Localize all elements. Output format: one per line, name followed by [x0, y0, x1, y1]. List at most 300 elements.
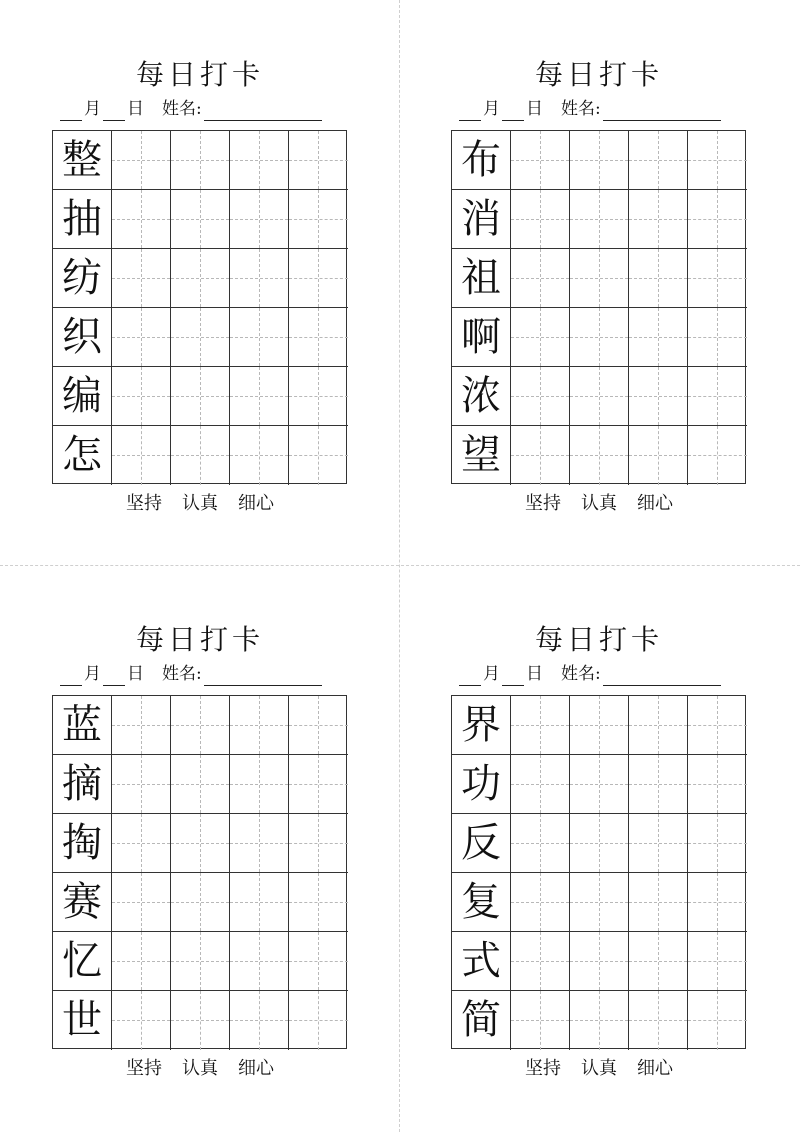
practice-cell[interactable]	[511, 932, 570, 991]
guide-line-horizontal	[112, 396, 170, 397]
guide-line-horizontal	[511, 784, 569, 785]
practice-cell[interactable]	[112, 991, 171, 1050]
model-character-cell	[452, 249, 511, 308]
guide-line-horizontal	[112, 1020, 170, 1021]
guide-line-horizontal	[289, 219, 348, 220]
guide-line-horizontal	[171, 396, 229, 397]
guide-line-horizontal	[629, 902, 687, 903]
guide-line-horizontal	[112, 843, 170, 844]
guide-line-horizontal	[171, 219, 229, 220]
guide-line-horizontal	[629, 337, 687, 338]
guide-line-horizontal	[570, 902, 628, 903]
grid-row	[452, 367, 745, 426]
model-character: 浓	[461, 373, 501, 419]
model-character-cell	[53, 426, 112, 485]
model-character: 界	[461, 702, 501, 748]
practice-cell[interactable]	[570, 426, 629, 485]
model-character-cell	[452, 367, 511, 426]
grid-row	[452, 873, 745, 932]
practice-cell[interactable]	[289, 755, 348, 814]
name-blank[interactable]	[204, 101, 322, 121]
practice-cell[interactable]	[230, 131, 289, 190]
guide-line-horizontal	[629, 784, 687, 785]
guide-line-horizontal	[511, 455, 569, 456]
practice-cell[interactable]	[112, 814, 171, 873]
guide-line-horizontal	[171, 902, 229, 903]
model-character-cell	[53, 190, 112, 249]
practice-cell[interactable]	[289, 249, 348, 308]
month-label: 月	[84, 99, 101, 119]
practice-cell[interactable]	[629, 367, 688, 426]
practice-cell[interactable]	[688, 249, 747, 308]
guide-line-horizontal	[688, 337, 747, 338]
practice-cell[interactable]	[289, 426, 348, 485]
guide-line-horizontal	[629, 1020, 687, 1021]
guide-line-horizontal	[112, 160, 170, 161]
model-character-cell	[452, 755, 511, 814]
month-blank[interactable]	[459, 666, 481, 686]
month-label: 月	[483, 99, 500, 119]
practice-cell[interactable]	[112, 367, 171, 426]
motto-word: 认真	[182, 1058, 218, 1079]
guide-line-horizontal	[511, 219, 569, 220]
grid-row	[53, 131, 346, 190]
model-character: 忆	[62, 938, 102, 984]
guide-line-horizontal	[112, 725, 170, 726]
grid-row	[452, 131, 745, 190]
model-character: 整	[62, 137, 102, 183]
date-name-line	[459, 662, 749, 686]
card-title: 每日打卡	[534, 623, 663, 656]
grid-row	[452, 249, 745, 308]
guide-line-horizontal	[629, 843, 687, 844]
model-character-cell	[452, 873, 511, 932]
motto-word: 坚持	[525, 493, 561, 514]
motto-word: 坚持	[525, 1058, 561, 1079]
practice-cell[interactable]	[629, 814, 688, 873]
model-character-cell	[452, 696, 511, 755]
practice-card	[451, 55, 747, 525]
model-character: 蓝	[62, 702, 102, 748]
motto-word: 认真	[182, 493, 218, 514]
practice-cell[interactable]	[511, 755, 570, 814]
model-character: 怎	[62, 432, 102, 478]
model-character: 望	[461, 432, 501, 478]
fold-line-horizontal	[0, 565, 800, 566]
guide-line-horizontal	[289, 160, 348, 161]
grid-row	[53, 190, 346, 249]
practice-cell[interactable]	[688, 131, 747, 190]
practice-cell[interactable]	[230, 367, 289, 426]
model-character-cell	[452, 932, 511, 991]
practice-cell[interactable]	[570, 190, 629, 249]
day-blank[interactable]	[103, 101, 125, 121]
grid-row	[452, 991, 745, 1050]
day-blank[interactable]	[103, 666, 125, 686]
practice-cell[interactable]	[112, 249, 171, 308]
practice-cell[interactable]	[629, 131, 688, 190]
practice-cell[interactable]	[688, 426, 747, 485]
guide-line-horizontal	[230, 843, 288, 844]
guide-line-horizontal	[688, 396, 747, 397]
guide-line-horizontal	[171, 784, 229, 785]
practice-cell[interactable]	[511, 814, 570, 873]
motto-line	[52, 491, 348, 517]
writing-grid	[52, 695, 347, 1049]
month-blank[interactable]	[60, 666, 82, 686]
practice-cell[interactable]	[230, 814, 289, 873]
guide-line-horizontal	[688, 961, 747, 962]
model-character: 消	[461, 196, 501, 242]
motto-line	[451, 491, 747, 517]
model-character: 世	[62, 997, 102, 1043]
model-character-cell	[53, 131, 112, 190]
model-character-cell	[452, 131, 511, 190]
practice-cell[interactable]	[511, 308, 570, 367]
model-character-cell	[53, 991, 112, 1050]
guide-line-horizontal	[289, 396, 348, 397]
name-label: 姓名:	[162, 99, 202, 119]
guide-line-horizontal	[570, 160, 628, 161]
card-title: 每日打卡	[135, 58, 264, 91]
grid-row	[452, 426, 745, 485]
guide-line-horizontal	[171, 961, 229, 962]
practice-cell[interactable]	[289, 814, 348, 873]
guide-line-horizontal	[511, 843, 569, 844]
motto-word: 细心	[637, 1058, 673, 1079]
name-blank[interactable]	[204, 666, 322, 686]
model-character-cell	[452, 426, 511, 485]
practice-cell[interactable]	[688, 755, 747, 814]
practice-cell[interactable]	[289, 367, 348, 426]
guide-line-horizontal	[511, 725, 569, 726]
motto-word: 细心	[238, 493, 274, 514]
practice-cell[interactable]	[688, 991, 747, 1050]
guide-line-horizontal	[511, 1020, 569, 1021]
model-character: 祖	[461, 255, 501, 301]
practice-cell[interactable]	[511, 696, 570, 755]
guide-line-horizontal	[230, 219, 288, 220]
model-character-cell	[452, 190, 511, 249]
guide-line-horizontal	[688, 455, 747, 456]
practice-cell[interactable]	[230, 932, 289, 991]
practice-cell[interactable]	[171, 873, 230, 932]
grid-row	[53, 873, 346, 932]
guide-line-horizontal	[688, 902, 747, 903]
practice-cell[interactable]	[511, 991, 570, 1050]
practice-cell[interactable]	[171, 814, 230, 873]
practice-cell[interactable]	[629, 249, 688, 308]
practice-cell[interactable]	[112, 932, 171, 991]
practice-cell[interactable]	[230, 696, 289, 755]
practice-cell[interactable]	[511, 367, 570, 426]
practice-cell[interactable]	[629, 873, 688, 932]
practice-cell[interactable]	[171, 131, 230, 190]
practice-card	[451, 620, 747, 1090]
guide-line-horizontal	[688, 219, 747, 220]
guide-line-horizontal	[289, 902, 348, 903]
guide-line-horizontal	[688, 843, 747, 844]
practice-cell[interactable]	[688, 190, 747, 249]
model-character-cell	[53, 696, 112, 755]
guide-line-horizontal	[511, 396, 569, 397]
model-character: 掏	[62, 820, 102, 866]
guide-line-horizontal	[171, 160, 229, 161]
practice-cell[interactable]	[570, 367, 629, 426]
model-character: 纺	[62, 255, 102, 301]
practice-cell[interactable]	[688, 932, 747, 991]
practice-cell[interactable]	[230, 249, 289, 308]
guide-line-horizontal	[289, 455, 348, 456]
practice-cell[interactable]	[570, 814, 629, 873]
guide-line-horizontal	[289, 337, 348, 338]
guide-line-horizontal	[511, 160, 569, 161]
guide-line-horizontal	[112, 902, 170, 903]
practice-cell[interactable]	[230, 755, 289, 814]
guide-line-horizontal	[570, 961, 628, 962]
month-label: 月	[483, 664, 500, 684]
guide-line-horizontal	[570, 396, 628, 397]
practice-cell[interactable]	[171, 755, 230, 814]
name-label: 姓名:	[561, 664, 601, 684]
day-label: 日	[127, 99, 144, 119]
guide-line-horizontal	[230, 455, 288, 456]
practice-cell[interactable]	[112, 308, 171, 367]
guide-line-horizontal	[629, 396, 687, 397]
grid-row	[452, 308, 745, 367]
day-blank[interactable]	[502, 101, 524, 121]
model-character: 布	[461, 137, 501, 183]
model-character: 啊	[461, 314, 501, 360]
model-character: 赛	[62, 879, 102, 925]
model-character-cell	[53, 755, 112, 814]
guide-line-horizontal	[629, 278, 687, 279]
practice-cell[interactable]	[629, 696, 688, 755]
guide-line-horizontal	[230, 337, 288, 338]
practice-cell[interactable]	[629, 755, 688, 814]
practice-cell[interactable]	[289, 696, 348, 755]
practice-cell[interactable]	[629, 190, 688, 249]
guide-line-horizontal	[570, 784, 628, 785]
practice-cell[interactable]	[171, 696, 230, 755]
guide-line-horizontal	[688, 784, 747, 785]
practice-cell[interactable]	[289, 932, 348, 991]
month-label: 月	[84, 664, 101, 684]
model-character: 反	[461, 820, 501, 866]
practice-cell[interactable]	[629, 932, 688, 991]
grid-row	[452, 814, 745, 873]
practice-cell[interactable]	[511, 249, 570, 308]
practice-cell[interactable]	[289, 190, 348, 249]
guide-line-horizontal	[112, 337, 170, 338]
month-blank[interactable]	[459, 101, 481, 121]
practice-cell[interactable]	[171, 367, 230, 426]
guide-line-horizontal	[171, 455, 229, 456]
guide-line-horizontal	[112, 455, 170, 456]
guide-line-horizontal	[171, 337, 229, 338]
grid-row	[53, 991, 346, 1050]
practice-cell[interactable]	[570, 308, 629, 367]
practice-cell[interactable]	[230, 991, 289, 1050]
guide-line-horizontal	[289, 725, 348, 726]
guide-line-horizontal	[629, 725, 687, 726]
practice-cell[interactable]	[230, 190, 289, 249]
date-name-line	[60, 97, 350, 121]
guide-line-horizontal	[230, 396, 288, 397]
practice-cell[interactable]	[230, 308, 289, 367]
writing-grid	[52, 130, 347, 484]
day-label: 日	[127, 664, 144, 684]
day-blank[interactable]	[502, 666, 524, 686]
guide-line-horizontal	[289, 784, 348, 785]
name-blank[interactable]	[603, 666, 721, 686]
practice-cell[interactable]	[289, 991, 348, 1050]
guide-line-horizontal	[230, 1020, 288, 1021]
guide-line-horizontal	[289, 278, 348, 279]
month-blank[interactable]	[60, 101, 82, 121]
guide-line-horizontal	[511, 961, 569, 962]
practice-cell[interactable]	[688, 308, 747, 367]
practice-cell[interactable]	[570, 991, 629, 1050]
name-label: 姓名:	[561, 99, 601, 119]
guide-line-horizontal	[511, 278, 569, 279]
model-character: 摘	[62, 761, 102, 807]
practice-cell[interactable]	[171, 190, 230, 249]
guide-line-horizontal	[112, 961, 170, 962]
grid-row	[452, 190, 745, 249]
practice-cell[interactable]	[688, 367, 747, 426]
guide-line-horizontal	[570, 455, 628, 456]
practice-cell[interactable]	[629, 426, 688, 485]
practice-cell[interactable]	[171, 249, 230, 308]
practice-cell[interactable]	[570, 249, 629, 308]
practice-cell[interactable]	[171, 991, 230, 1050]
guide-line-horizontal	[112, 784, 170, 785]
model-character-cell	[53, 873, 112, 932]
practice-cell[interactable]	[230, 873, 289, 932]
name-blank[interactable]	[603, 101, 721, 121]
grid-row	[452, 755, 745, 814]
grid-row	[53, 249, 346, 308]
name-label: 姓名:	[162, 664, 202, 684]
motto-word: 坚持	[126, 1058, 162, 1079]
practice-cell[interactable]	[511, 190, 570, 249]
motto-line	[451, 1056, 747, 1082]
guide-line-horizontal	[171, 725, 229, 726]
guide-line-horizontal	[289, 1020, 348, 1021]
grid-row	[53, 755, 346, 814]
guide-line-horizontal	[230, 961, 288, 962]
practice-cell[interactable]	[570, 696, 629, 755]
grid-row	[53, 814, 346, 873]
grid-row	[53, 696, 346, 755]
guide-line-horizontal	[629, 160, 687, 161]
guide-line-horizontal	[570, 1020, 628, 1021]
practice-cell[interactable]	[511, 873, 570, 932]
guide-line-horizontal	[230, 160, 288, 161]
fold-line-vertical	[399, 0, 400, 1132]
practice-cell[interactable]	[171, 308, 230, 367]
guide-line-horizontal	[570, 725, 628, 726]
guide-line-horizontal	[570, 219, 628, 220]
practice-cell[interactable]	[171, 426, 230, 485]
motto-word: 认真	[581, 1058, 617, 1079]
grid-row	[53, 932, 346, 991]
guide-line-horizontal	[230, 784, 288, 785]
practice-cell[interactable]	[570, 932, 629, 991]
model-character: 复	[461, 879, 501, 925]
grid-row	[53, 426, 346, 485]
practice-cell[interactable]	[112, 426, 171, 485]
model-character-cell	[452, 814, 511, 873]
motto-line	[52, 1056, 348, 1082]
practice-cell[interactable]	[688, 873, 747, 932]
guide-line-horizontal	[688, 725, 747, 726]
model-character: 简	[461, 997, 501, 1043]
practice-cell[interactable]	[171, 932, 230, 991]
practice-cell[interactable]	[511, 426, 570, 485]
guide-line-horizontal	[112, 219, 170, 220]
model-character: 式	[461, 938, 501, 984]
grid-row	[53, 367, 346, 426]
practice-cell[interactable]	[112, 696, 171, 755]
day-label: 日	[526, 664, 543, 684]
guide-line-horizontal	[230, 902, 288, 903]
guide-line-horizontal	[688, 160, 747, 161]
model-character: 织	[62, 314, 102, 360]
guide-line-horizontal	[629, 455, 687, 456]
date-name-line	[60, 662, 350, 686]
guide-line-horizontal	[570, 337, 628, 338]
guide-line-horizontal	[629, 219, 687, 220]
practice-cell[interactable]	[629, 308, 688, 367]
guide-line-horizontal	[688, 278, 747, 279]
practice-cell[interactable]	[688, 696, 747, 755]
grid-row	[452, 932, 745, 991]
practice-cell[interactable]	[688, 814, 747, 873]
practice-cell[interactable]	[570, 131, 629, 190]
practice-cell[interactable]	[112, 755, 171, 814]
practice-cell[interactable]	[289, 308, 348, 367]
practice-cell[interactable]	[289, 131, 348, 190]
practice-cell[interactable]	[629, 991, 688, 1050]
practice-cell[interactable]	[511, 131, 570, 190]
writing-grid	[451, 695, 746, 1049]
guide-line-horizontal	[289, 843, 348, 844]
day-label: 日	[526, 99, 543, 119]
guide-line-horizontal	[230, 278, 288, 279]
guide-line-horizontal	[112, 278, 170, 279]
card-title: 每日打卡	[534, 58, 663, 91]
guide-line-horizontal	[570, 843, 628, 844]
practice-cell[interactable]	[289, 873, 348, 932]
practice-cell[interactable]	[112, 873, 171, 932]
date-name-line	[459, 97, 749, 121]
grid-row	[53, 308, 346, 367]
guide-line-horizontal	[171, 843, 229, 844]
motto-word: 细心	[637, 493, 673, 514]
practice-card	[52, 55, 348, 525]
practice-cell[interactable]	[570, 873, 629, 932]
guide-line-horizontal	[629, 961, 687, 962]
writing-grid	[451, 130, 746, 484]
grid-row	[452, 696, 745, 755]
practice-card	[52, 620, 348, 1090]
practice-cell[interactable]	[230, 426, 289, 485]
practice-cell[interactable]	[570, 755, 629, 814]
practice-cell[interactable]	[112, 131, 171, 190]
practice-cell[interactable]	[112, 190, 171, 249]
